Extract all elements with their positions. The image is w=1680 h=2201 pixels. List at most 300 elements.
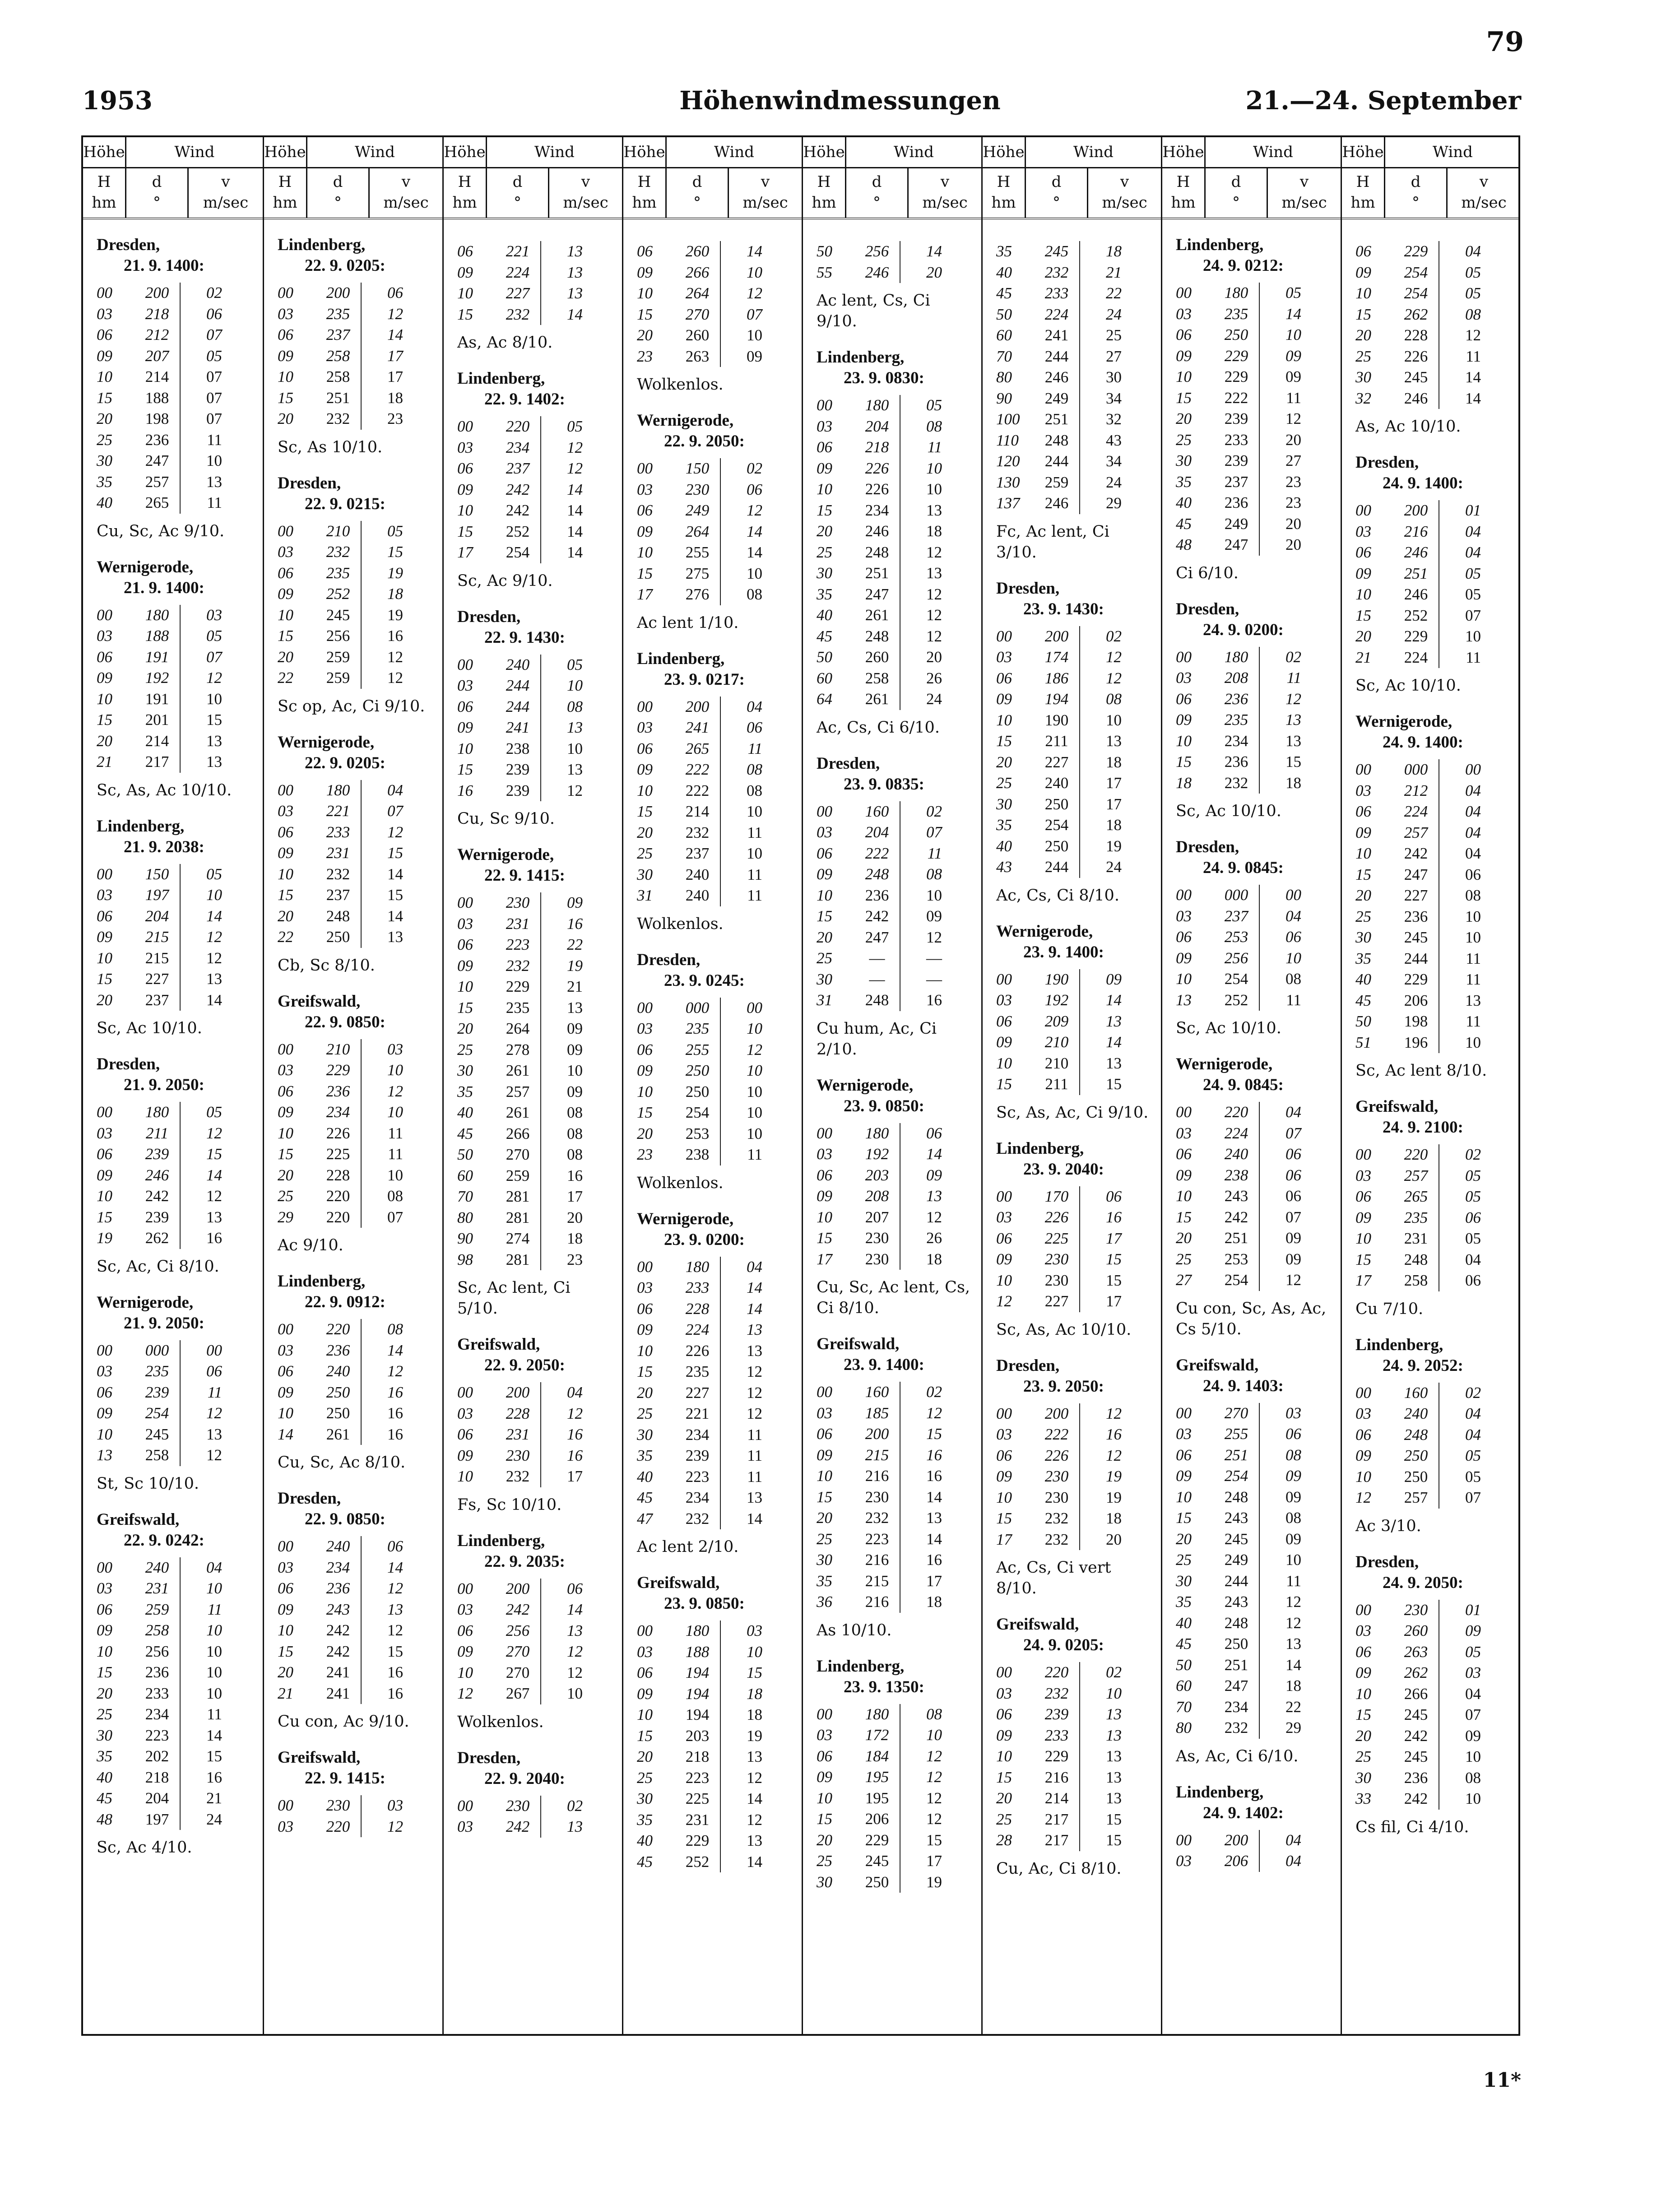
height-value: 03 <box>996 1684 1012 1702</box>
height-value: 40 <box>637 1467 653 1486</box>
observation-datetime: 24. 9. 1400: <box>1383 733 1463 752</box>
direction-value: 196 <box>1393 1032 1439 1054</box>
direction-value: 217 <box>1034 1830 1080 1851</box>
speed-value: 14 <box>747 1279 762 1296</box>
table-row <box>1176 514 1334 535</box>
height-value: 45 <box>1176 515 1192 533</box>
station-name: Dresden, <box>97 1055 160 1073</box>
station-block <box>1355 1096 1514 1319</box>
direction-value: 249 <box>1034 388 1080 409</box>
table-row <box>817 1550 975 1571</box>
observation-datetime: 22. 9. 1415: <box>305 1769 385 1788</box>
height-value: 03 <box>278 802 293 820</box>
speed-value: 27 <box>1106 347 1122 365</box>
direction-value: 224 <box>1034 304 1080 325</box>
speed-value: 08 <box>747 761 762 778</box>
direction-value: 194 <box>675 1662 721 1684</box>
direction-value: 252 <box>1214 990 1260 1011</box>
direction-value: 232 <box>854 1508 900 1529</box>
speed-value: 04 <box>387 781 403 799</box>
height-value: 03 <box>278 1558 293 1576</box>
direction-value: 234 <box>316 1557 362 1579</box>
height-value: 06 <box>1355 1426 1371 1444</box>
speed-value: 14 <box>926 1145 942 1163</box>
height-value: 00 <box>97 1103 112 1121</box>
height-value: 06 <box>457 697 473 715</box>
table-row <box>97 1578 256 1599</box>
direction-value: 239 <box>135 1144 181 1165</box>
height-value: 10 <box>97 690 112 708</box>
speed-value: — <box>926 970 942 988</box>
table-row <box>278 304 436 325</box>
table-row <box>1355 885 1514 906</box>
speed-value: 07 <box>206 368 222 385</box>
wind-rows <box>996 1662 1155 1851</box>
table-row <box>278 542 436 563</box>
speed-value: 12 <box>206 1187 222 1205</box>
table-row <box>637 1852 795 1873</box>
speed-symbol: v <box>940 173 950 191</box>
speed-value: 03 <box>1286 1404 1301 1422</box>
speed-value: 11 <box>1466 949 1481 967</box>
table-row <box>817 948 975 969</box>
wind-rows <box>817 241 975 283</box>
station-name: Dresden, <box>1176 599 1239 618</box>
direction-value: 242 <box>1393 1726 1439 1747</box>
height-value: 09 <box>1355 1664 1371 1681</box>
table-row <box>996 710 1155 731</box>
speed-value: 04 <box>1465 781 1481 799</box>
direction-value: 252 <box>675 1852 721 1873</box>
direction-unit <box>1026 167 1088 218</box>
direction-unit <box>1385 167 1448 218</box>
height-value: 03 <box>97 1579 112 1597</box>
cloud-observation: Ac lent 2/10. <box>637 1538 739 1556</box>
table-row <box>817 864 975 885</box>
speed-value: 11 <box>1286 991 1301 1009</box>
direction-value: 239 <box>1214 409 1260 430</box>
table-row <box>278 927 436 948</box>
speed-value: 10 <box>926 459 942 477</box>
direction-value: 174 <box>1034 647 1080 668</box>
direction-value: 281 <box>495 1207 541 1229</box>
speed-value: 04 <box>1465 543 1481 561</box>
height-value: 00 <box>1176 1831 1192 1849</box>
speed-unit-label: m/sec <box>383 194 429 212</box>
speed-value: 10 <box>747 263 762 281</box>
table-row <box>457 262 616 283</box>
table-row <box>457 1207 616 1229</box>
direction-value: 214 <box>135 367 181 388</box>
station-name: Wernigerode, <box>1176 1055 1273 1073</box>
table-row <box>1176 689 1334 710</box>
table-row <box>457 304 616 325</box>
speed-value: 11 <box>747 1447 762 1464</box>
direction-value: 226 <box>316 1123 362 1144</box>
height-value: 10 <box>996 1054 1012 1072</box>
table-row <box>637 1102 795 1124</box>
height-value: 09 <box>1176 1467 1192 1485</box>
height-value: 19 <box>97 1229 112 1247</box>
height-value: 137 <box>996 494 1020 512</box>
table-row <box>97 948 256 969</box>
table-row <box>637 864 795 886</box>
direction-value: 229 <box>1214 346 1260 367</box>
speed-value: 09 <box>1286 1467 1301 1485</box>
speed-value: 18 <box>926 1593 942 1611</box>
observation-datetime: 23. 9. 2050: <box>1023 1377 1104 1396</box>
speed-value: 30 <box>1106 368 1122 386</box>
table-row <box>817 1851 975 1872</box>
direction-value: 232 <box>316 542 362 563</box>
height-value: 30 <box>817 1551 832 1569</box>
speed-value: 22 <box>1106 284 1122 302</box>
speed-value: 05 <box>206 865 222 883</box>
direction-value: 172 <box>854 1725 900 1746</box>
height-value: 00 <box>817 396 832 414</box>
direction-value: 245 <box>1034 241 1080 262</box>
speed-value: 13 <box>926 564 942 582</box>
direction-value: 230 <box>854 1228 900 1249</box>
direction-value: 235 <box>495 998 541 1019</box>
direction-value: 190 <box>1034 969 1080 990</box>
speed-value: 10 <box>206 1684 222 1702</box>
direction-unit <box>126 167 189 218</box>
station-name: Lindenberg, <box>457 1531 545 1550</box>
height-value: 20 <box>97 410 112 427</box>
height-value: 06 <box>996 1012 1012 1030</box>
speed-value: 05 <box>1465 1643 1481 1661</box>
speed-value: 20 <box>926 648 942 666</box>
table-row <box>1355 1270 1514 1291</box>
direction-value: 240 <box>1214 1144 1260 1165</box>
direction-value: 200 <box>316 283 362 304</box>
speed-value: 08 <box>567 1146 583 1163</box>
speed-value: 05 <box>206 627 222 645</box>
station-block <box>1176 837 1334 1039</box>
direction-value: 267 <box>495 1683 541 1704</box>
speed-value: 06 <box>1106 1187 1122 1205</box>
table-row <box>996 836 1155 857</box>
direction-value: 206 <box>1393 990 1439 1012</box>
table-row <box>817 990 975 1011</box>
direction-value: 236 <box>1214 689 1260 710</box>
speed-value: 24 <box>1106 305 1122 323</box>
speed-value: 10 <box>747 1643 762 1661</box>
speed-symbol: v <box>1479 173 1489 191</box>
direction-value: 200 <box>495 1579 541 1600</box>
direction-value: 234 <box>675 1425 721 1446</box>
table-row <box>817 458 975 479</box>
speed-value: 11 <box>747 865 762 883</box>
direction-value: 259 <box>495 1166 541 1187</box>
column-header <box>803 137 981 168</box>
direction-value: 256 <box>135 1641 181 1662</box>
direction-value: 246 <box>1034 493 1080 514</box>
height-value: 14 <box>278 1425 293 1443</box>
wind-rows <box>97 1340 256 1466</box>
direction-value: 242 <box>495 1599 541 1621</box>
speed-value: 13 <box>1106 1789 1122 1807</box>
direction-symbol: d <box>692 173 702 191</box>
wind-rows <box>97 1102 256 1249</box>
station-name: Wernigerode, <box>97 1293 194 1312</box>
station-name: Dresden, <box>1355 453 1419 472</box>
table-row <box>996 689 1155 710</box>
speed-value: 13 <box>747 1489 762 1506</box>
speed-value: 29 <box>1286 1719 1301 1737</box>
height-value: 09 <box>97 347 112 365</box>
direction-value: — <box>854 969 900 990</box>
speed-value: 10 <box>1286 1551 1301 1569</box>
station-name: Wernigerode, <box>637 411 734 430</box>
direction-value: 221 <box>495 241 541 262</box>
direction-value: 222 <box>1034 1424 1080 1445</box>
table-row <box>97 668 256 689</box>
direction-value: 248 <box>316 906 362 927</box>
direction-value: 254 <box>1214 1466 1260 1487</box>
height-value: 00 <box>97 1341 112 1359</box>
speed-value: 04 <box>1286 907 1301 925</box>
height-value: 06 <box>1355 803 1371 820</box>
height-value: 15 <box>996 1768 1012 1786</box>
height-value: 06 <box>1176 928 1192 946</box>
direction-value: 180 <box>1214 283 1260 304</box>
wind-rows <box>278 1795 436 1837</box>
speed-value: 11 <box>207 431 222 449</box>
station-name: Dresden, <box>97 236 160 254</box>
table-row <box>457 1382 616 1403</box>
speed-value: 09 <box>567 894 583 911</box>
table-row <box>817 1249 975 1270</box>
speed-value: 06 <box>206 1362 222 1380</box>
table-row <box>97 1620 256 1641</box>
station-block <box>457 1334 616 1515</box>
station-block <box>817 347 975 738</box>
table-row <box>457 998 616 1019</box>
direction-value: 276 <box>675 584 721 605</box>
table-row <box>637 1621 795 1642</box>
speed-value: 12 <box>206 1404 222 1422</box>
speed-value: 11 <box>1286 669 1301 687</box>
direction-value: 241 <box>675 717 721 738</box>
table-row <box>1176 388 1334 409</box>
direction-value: 224 <box>495 262 541 283</box>
speed-value: 15 <box>206 711 222 729</box>
speed-value: 18 <box>1106 816 1122 834</box>
height-value: 09 <box>278 1103 293 1121</box>
table-row <box>996 451 1155 472</box>
speed-value: 14 <box>1465 368 1481 386</box>
height-value: 10 <box>457 1467 473 1485</box>
speed-value: 19 <box>1106 837 1122 855</box>
height-value: 30 <box>1355 368 1371 386</box>
table-row <box>457 1599 616 1621</box>
height-value: 06 <box>457 1426 473 1443</box>
table-row <box>637 1361 795 1383</box>
table-row <box>637 1509 795 1530</box>
speed-unit <box>909 167 981 218</box>
height-value: 35 <box>996 816 1012 834</box>
table-row <box>97 1123 256 1144</box>
speed-value: 12 <box>567 1663 583 1681</box>
station-name: Wernigerode, <box>278 733 375 752</box>
table-row <box>1355 990 1514 1012</box>
speed-value: 14 <box>747 522 762 540</box>
height-value: 15 <box>996 732 1012 750</box>
speed-value: 08 <box>926 417 942 435</box>
direction-value: 261 <box>316 1424 362 1445</box>
wind-rows <box>817 1382 975 1613</box>
direction-value: 244 <box>1034 346 1080 367</box>
speed-value: 15 <box>1106 1250 1122 1268</box>
speed-value: 07 <box>747 305 762 323</box>
height-value: 20 <box>996 753 1012 771</box>
speed-value: 12 <box>206 1446 222 1464</box>
direction-value: 245 <box>135 1424 181 1445</box>
direction-value: 241 <box>495 717 541 738</box>
table-row <box>457 1579 616 1600</box>
speed-value: 08 <box>567 1104 583 1121</box>
station-name: Dresden, <box>1176 838 1239 856</box>
direction-value: 215 <box>135 927 181 948</box>
direction-value: 254 <box>495 542 541 563</box>
direction-value: 242 <box>854 906 900 927</box>
speed-value: 12 <box>387 1817 403 1835</box>
station-heading <box>278 1488 436 1530</box>
table-row <box>817 626 975 647</box>
height-value: 09 <box>996 690 1012 708</box>
table-row <box>996 1662 1155 1683</box>
table-row <box>457 976 616 998</box>
table-row <box>996 794 1155 815</box>
height-value: 15 <box>97 389 112 407</box>
wind-rows <box>996 626 1155 878</box>
speed-symbol: v <box>1120 173 1129 191</box>
speed-value: 09 <box>926 1166 942 1184</box>
station-block <box>1355 711 1514 1081</box>
height-value: 09 <box>1176 949 1192 967</box>
direction-value: 214 <box>675 801 721 822</box>
direction-value: 240 <box>316 1361 362 1382</box>
wind-header: Wind <box>1433 143 1473 161</box>
direction-value: 250 <box>675 1060 721 1082</box>
height-value: 20 <box>1355 326 1371 344</box>
direction-value: 235 <box>1214 710 1260 731</box>
height-value: 15 <box>1355 1250 1371 1268</box>
speed-value: 14 <box>387 1558 403 1576</box>
station-heading <box>817 753 975 795</box>
speed-value: 10 <box>926 886 942 904</box>
table-row <box>817 262 975 283</box>
observation-datetime: 22. 9. 0850: <box>305 1510 385 1528</box>
station-block <box>457 1531 616 1732</box>
speed-value: 18 <box>1286 774 1301 792</box>
height-value: 10 <box>637 1342 653 1360</box>
observation-datetime: 24. 9. 0200: <box>1203 620 1284 639</box>
cloud-observation: Sc, Ac 4/10. <box>97 1839 192 1857</box>
wind-rows <box>457 1579 616 1704</box>
height-value: 06 <box>1176 1446 1192 1464</box>
speed-value: 12 <box>747 1363 762 1380</box>
table-row <box>457 956 616 977</box>
station-block <box>637 649 795 934</box>
table-row <box>457 1466 616 1487</box>
direction-value: 229 <box>495 976 541 998</box>
table-row <box>278 605 436 626</box>
height-value: 10 <box>1355 1467 1371 1486</box>
table-row <box>278 1816 436 1838</box>
speed-value: 16 <box>567 1166 583 1184</box>
station-name: Lindenberg, <box>817 1657 905 1676</box>
speed-value: 07 <box>1286 1208 1301 1226</box>
station-block <box>457 1748 616 1838</box>
station-block <box>996 1614 1155 1879</box>
table-row <box>1176 1249 1334 1270</box>
station-name: Wernigerode, <box>637 1209 734 1228</box>
table-row <box>1176 283 1334 304</box>
speed-value: 16 <box>1106 1208 1122 1226</box>
direction-value: 214 <box>135 731 181 752</box>
direction-value: 235 <box>675 1361 721 1383</box>
column-body <box>983 228 1161 1895</box>
table-row <box>637 1319 795 1341</box>
height-value: 20 <box>457 1020 473 1037</box>
speed-value: 13 <box>387 1600 403 1618</box>
table-row <box>817 1830 975 1851</box>
station-heading <box>97 557 256 599</box>
speed-value: 13 <box>926 1187 942 1205</box>
height-value: 06 <box>457 1621 473 1639</box>
speed-value: 16 <box>926 991 942 1009</box>
observation-datetime: 22. 9. 2040: <box>484 1769 565 1788</box>
observation-datetime: 21. 9. 2038: <box>124 837 204 856</box>
height-value: 09 <box>1355 263 1371 281</box>
date-range: 21.—24. September <box>1245 86 1521 116</box>
direction-value: 185 <box>854 1403 900 1424</box>
direction-value: 236 <box>135 1662 181 1683</box>
height-value: 09 <box>457 1643 473 1660</box>
speed-value: 09 <box>1465 1622 1481 1639</box>
height-value: 23 <box>637 1146 653 1163</box>
direction-value: 245 <box>1393 1746 1439 1768</box>
height-value: 98 <box>457 1250 473 1268</box>
speed-value: 24 <box>1106 473 1122 491</box>
direction-value: 237 <box>316 885 362 906</box>
station-heading <box>817 1334 975 1375</box>
height-value: 36 <box>817 1593 832 1611</box>
table-row <box>97 430 256 451</box>
speed-value: 05 <box>1465 1230 1481 1247</box>
station-block <box>996 1138 1155 1340</box>
cloud-observation: Ac 3/10. <box>1355 1517 1421 1535</box>
wind-rows <box>457 416 616 563</box>
speed-value: 09 <box>1286 1530 1301 1548</box>
direction-unit <box>487 167 549 218</box>
speed-value: 12 <box>387 1579 403 1597</box>
direction-value: 224 <box>1393 801 1439 822</box>
table-row <box>817 1123 975 1144</box>
table-row <box>637 542 795 563</box>
speed-value: 13 <box>1106 732 1122 750</box>
table-row <box>817 1746 975 1767</box>
speed-symbol: v <box>761 173 770 191</box>
speed-value: 16 <box>387 1684 403 1702</box>
speed-unit-label: m/sec <box>1281 194 1327 212</box>
height-value: 45 <box>637 1853 653 1871</box>
speed-value: 27 <box>1286 452 1301 469</box>
height-value: 35 <box>817 585 832 603</box>
